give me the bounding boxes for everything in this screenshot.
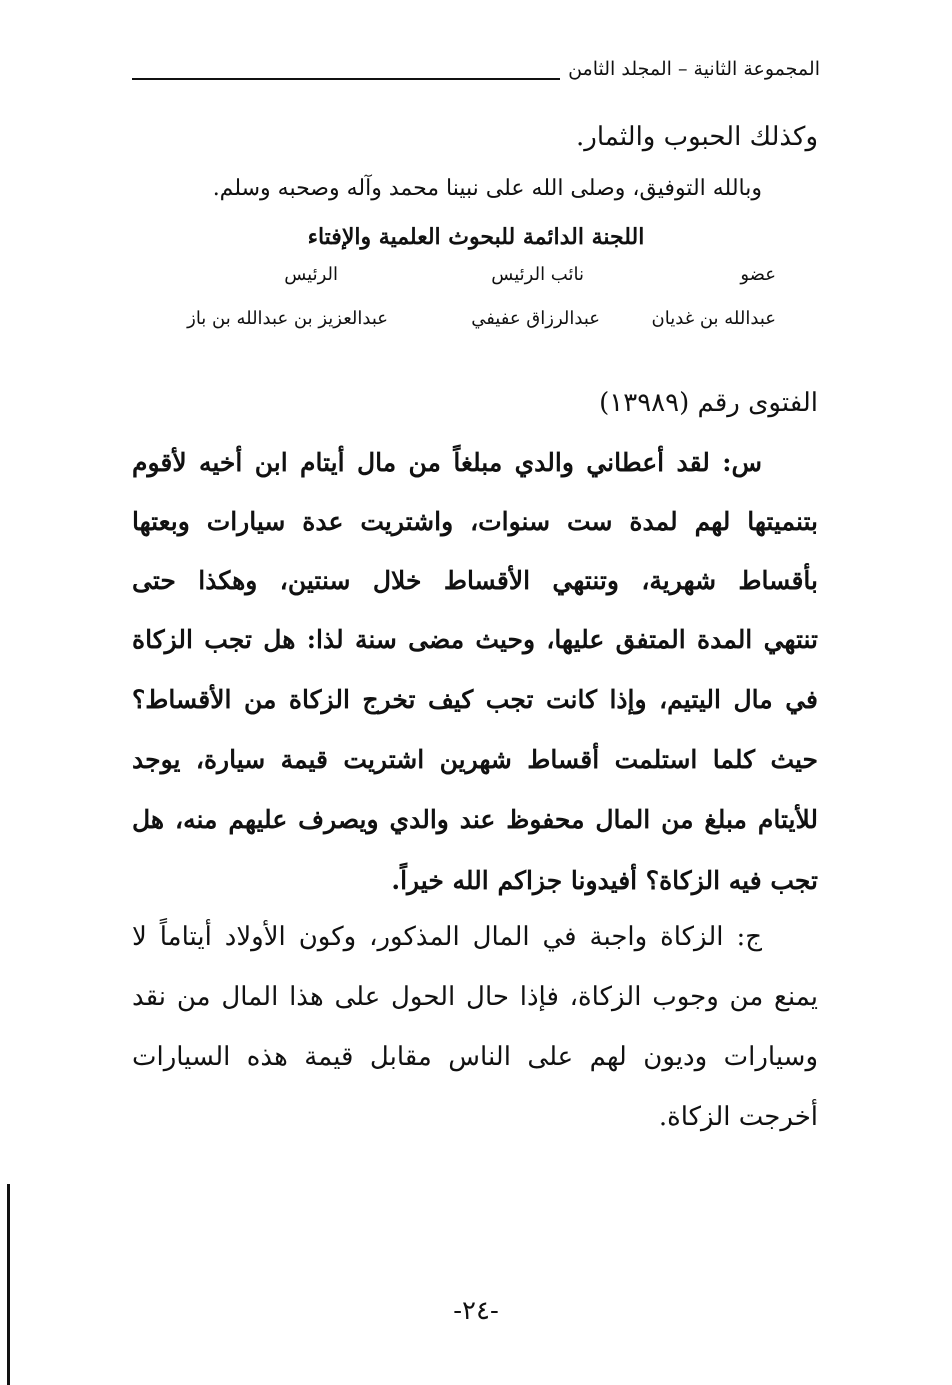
question-line: تنتهي المدة المتفق عليها، وحيث مضى سنة لذا: هل تجب الزكاة bbox=[132, 625, 818, 654]
answer-line: ج: الزكاة واجبة في المال المذكور، وكون الأولاد أيتاماً لا bbox=[132, 922, 762, 952]
question-line: س: لقد أعطاني والدي مبلغاً من مال أيتام ابن أخيه لأقوم bbox=[132, 448, 762, 477]
signatory-titles bbox=[128, 264, 776, 294]
signatory-name-vice-president: عبدالرزاق عفيفي bbox=[471, 308, 600, 329]
signatory-title-member: عضو bbox=[740, 264, 776, 285]
signatory-title-president: الرئيس bbox=[284, 264, 338, 285]
committee-name: اللجنة الدائمة للبحوث العلمية والإفتاء bbox=[307, 224, 645, 250]
page-number: -٢٤- bbox=[453, 1296, 499, 1326]
question-line: حيث كلما استلمت أقساط شهرين اشتريت قيمة سيارة، يوجد bbox=[132, 745, 818, 774]
question-line: بأقساط شهرية، وتنتهي الأقساط خلال سنتين، وهكذا حتى bbox=[132, 566, 818, 595]
signatory-names bbox=[128, 308, 776, 338]
page-edge-mark bbox=[7, 1184, 10, 1385]
question-line: في مال اليتيم، وإذا كانت تجب كيف تخرج الزكاة من الأقساط؟ bbox=[132, 685, 818, 714]
header-rule bbox=[132, 78, 570, 80]
answer-line: يمنع من وجوب الزكاة، فإذا حال الحول على هذا المال من نقد bbox=[132, 982, 818, 1012]
question-line: تجب فيه الزكاة؟ أفيدونا جزاكم الله خيراً. bbox=[391, 866, 818, 895]
running-header bbox=[132, 58, 820, 94]
question-line: للأيتام مبلغ من المال محفوظ عند والدي ويصرف عليهم منه، هل bbox=[132, 805, 818, 834]
closing-blessing: وبالله التوفيق، وصلى الله على نبينا محمد وآله وصحبه وسلم. bbox=[212, 176, 762, 201]
question-line: بتنميتها لهم لمدة ست سنوات، واشتريت عدة سيارات وبعتها bbox=[132, 507, 818, 536]
signatory-name-member: عبدالله بن غديان bbox=[651, 308, 776, 329]
answer-line: وسيارات وديون لهم على الناس مقابل قيمة هذه السيارات bbox=[132, 1042, 818, 1072]
fatwa-number: الفتوى رقم (١٣٩٨٩) bbox=[599, 388, 818, 418]
closing-sentence: وكذلك الحبوب والثمار. bbox=[576, 122, 818, 152]
signatory-title-vice-president: نائب الرئيس bbox=[491, 264, 584, 285]
signatory-name-president: عبدالعزيز بن عبدالله بن باز bbox=[187, 308, 388, 329]
header-title: المجموعة الثانية – المجلد الثامن bbox=[560, 58, 820, 80]
answer-line: أخرجت الزكاة. bbox=[658, 1102, 818, 1132]
